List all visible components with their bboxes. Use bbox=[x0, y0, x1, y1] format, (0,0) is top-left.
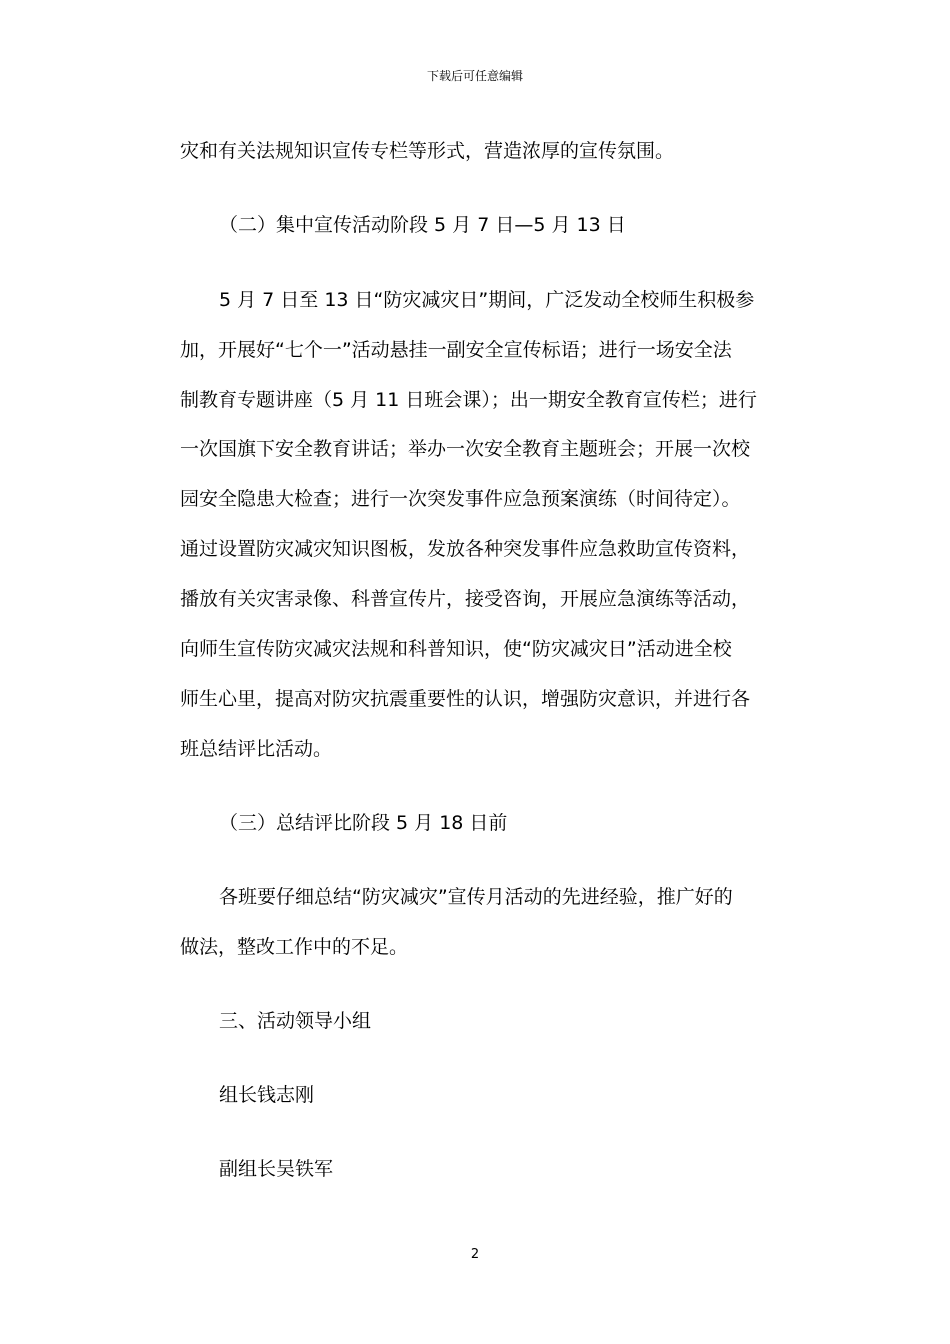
page-number: 2 bbox=[470, 1247, 480, 1262]
page-header: 下载后可任意编辑 bbox=[426, 69, 523, 83]
paragraph-line: 制教育专题讲座（5 月 11 日班会课）；出一期安全教育宣传栏；进行 bbox=[180, 389, 757, 411]
paragraph-line: 向师生宣传防灾减灾法规和科普知识，使“防灾减灾日”活动进全校 bbox=[180, 638, 732, 660]
paragraph-line: 师生心里，提高对防灾抗震重要性的认识，增强防灾意识，并进行各 bbox=[180, 688, 751, 710]
paragraph-line: 班总结评比活动。 bbox=[180, 738, 333, 760]
paragraph-continuation: 灾和有关法规知识宣传专栏等形式，营造浓厚的宣传氛围。 bbox=[180, 140, 675, 162]
paragraph-line: 5 月 7 日至 13 日“防灾减灾日”期间，广泛发动全校师生积极参 bbox=[219, 289, 755, 311]
group-leader: 组长钱志刚 bbox=[219, 1084, 315, 1106]
paragraph-line: 通过设置防灾减灾知识图板，发放各种突发事件应急救助宣传资料， bbox=[180, 538, 751, 560]
paragraph-line: 做法，整改工作中的不足。 bbox=[180, 936, 409, 958]
paragraph-line: 园安全隐患大检查；进行一次突发事件应急预案演练（时间待定）。 bbox=[180, 488, 741, 510]
paragraph-line: 一次国旗下安全教育讲话；举办一次安全教育主题班会；开展一次校 bbox=[180, 438, 751, 460]
subheading-concentrated-stage: （二）集中宣传活动阶段 5 月 7 日—5 月 13 日 bbox=[219, 214, 626, 236]
deputy-group-leader: 副组长吴铁军 bbox=[219, 1158, 334, 1180]
subheading-evaluation-stage: （三）总结评比阶段 5 月 18 日前 bbox=[219, 812, 508, 834]
paragraph-line: 加，开展好“七个一”活动悬挂一副安全宣传标语；进行一场安全法 bbox=[180, 339, 732, 361]
paragraph-line: 各班要仔细总结“防灾减灾”宣传月活动的先进经验，推广好的 bbox=[219, 886, 733, 908]
paragraph-line: 播放有关灾害录像、科普宣传片，接受咨询，开展应急演练等活动， bbox=[180, 588, 751, 610]
section-heading-leadership-group: 三、活动领导小组 bbox=[219, 1010, 372, 1032]
